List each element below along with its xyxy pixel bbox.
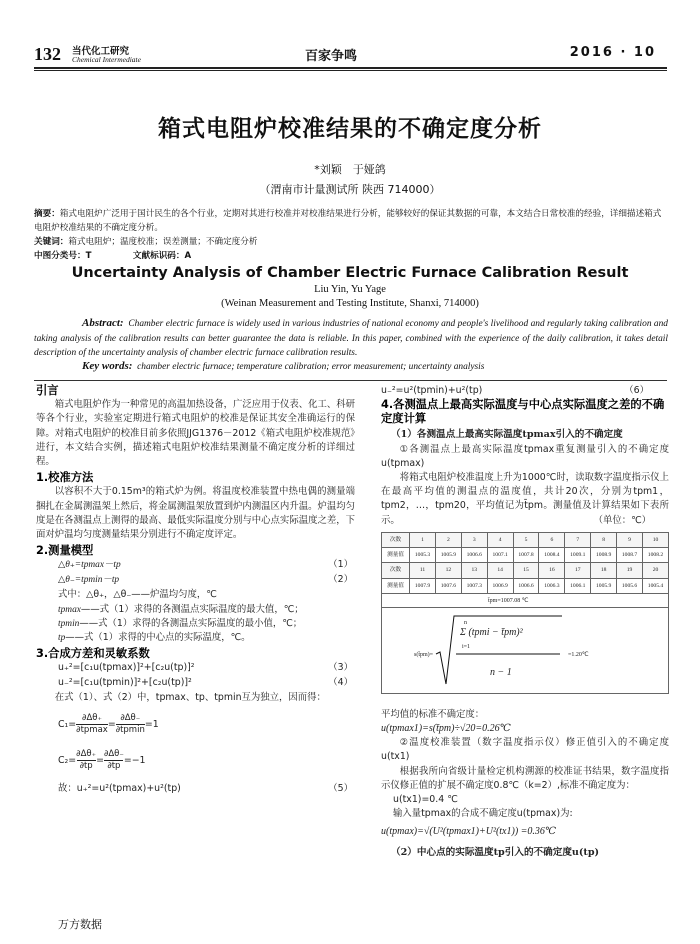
c1-fraction-2 <box>116 713 145 736</box>
left-column <box>36 384 355 798</box>
table-cell: 1006.6 <box>513 578 539 593</box>
eq1-row <box>58 558 355 573</box>
def-tpmin <box>36 617 355 631</box>
journal-name-en: Chemical Intermediate <box>72 55 141 64</box>
eq2-number: （2） <box>328 574 353 586</box>
s4-1-sub: ①各测温点上最高实际温度tpmax重复测量引入的不确定度u(tpmax) <box>381 443 669 469</box>
header-rule-thin <box>34 70 667 71</box>
table-cell: 1005.9 <box>591 578 617 593</box>
abstract-en-label: Abstract <box>82 317 120 329</box>
mean-unc-eq: u(tpmax1)=s(t̄pm)÷√20=0.26℃ <box>381 723 511 735</box>
table-cell: 1005.3 <box>410 548 436 563</box>
measurement-table <box>381 532 669 594</box>
eq3-row <box>58 661 355 676</box>
paper-title-cn: 箱式电阻炉校准结果的不确定度分析 <box>158 116 542 142</box>
table-cell: 2 <box>435 533 461 548</box>
clc-label: 中图分类号： <box>34 251 86 261</box>
table-cell: 1008.7 <box>617 548 643 563</box>
c1-result: =1 <box>144 718 159 730</box>
combined-eq: u(tpmax)=√(U²(tpmax1)+U²(tx1)) =0.36℃ <box>381 826 557 838</box>
c2-fraction-2 <box>104 749 124 772</box>
table-cell: 14 <box>487 563 513 578</box>
authors-en: Liu Yin, Yu Yage <box>314 284 386 295</box>
footer-watermark: 万方数据 <box>58 918 102 931</box>
page-number: 132 <box>34 44 61 64</box>
table-cell: 1008.2 <box>642 548 668 563</box>
table-value-row-2 <box>382 578 669 593</box>
c1-fraction-1 <box>76 713 108 736</box>
independence-text: 在式（1）、式（2）中，tpmax、tp、tpmin互为独立，因而得： <box>54 692 326 704</box>
table-cell: 16 <box>539 563 565 578</box>
sd-sum: Σ (tpmi − t̄pm)² <box>460 626 523 638</box>
table-cell: 1005.4 <box>642 578 668 593</box>
affiliation-cn: （渭南市计量测试所 陕西 714000） <box>259 183 441 196</box>
classification-line <box>34 249 668 263</box>
eq-where: 式中：△θ₊，△θ₋——炉温均匀度，℃ <box>58 589 217 601</box>
eq2-row <box>58 573 355 588</box>
eq6-number: （6） <box>624 385 649 396</box>
sd-sum-upper: n <box>464 619 467 626</box>
eq5: 故：u₊²=u²(tpmax)+u²(tp) <box>58 782 181 794</box>
table-row-label: 测量值 <box>382 578 410 593</box>
clc-value: T <box>85 251 92 261</box>
table-cell: 1008.4 <box>539 548 565 563</box>
table-cell: 1 <box>410 533 436 548</box>
c1-equation: C₁= ∂Δθ₊ ∂tpmax = ∂Δθ₋ ∂tpmin =1 <box>58 713 159 736</box>
table-cell: 7 <box>565 533 591 548</box>
section-title: 百家争鸣 <box>305 49 358 64</box>
issue-label: 2016 · 10 <box>569 45 656 60</box>
unit-note: （单位：℃） <box>593 514 651 526</box>
eq4-number: （4） <box>328 677 353 689</box>
table-cell: 3 <box>461 533 487 548</box>
s4-1-heading: （1）各测温点上最高实际温度tpmax引入的不确定度 <box>391 429 623 441</box>
table-row-label: 次数 <box>382 563 410 578</box>
sd-denominator: n − 1 <box>490 666 512 678</box>
eq5-number: （5） <box>328 782 353 794</box>
table-cell: 19 <box>617 563 643 578</box>
abstract-en: Abstract: Chamber electric furnace is widely used in various industries of national economy and people's livelihood and regularly taking calibration and taking analysis of the calibration results can better guarantee the data is reliable. In this paper, combined with the experience of the daily calibration, it takes detail description of the uncertainty analysis of chamber electric furnace calibration results. <box>34 317 668 358</box>
table-row-label: 次数 <box>382 533 410 548</box>
table-cell: 1005.9 <box>435 548 461 563</box>
c2-fraction-1 <box>76 749 96 772</box>
c1-frac2-den: ∂tpmin <box>115 725 145 736</box>
def-tpmax <box>36 603 355 617</box>
authors-cn: *刘颖 于娅鸽 <box>314 163 386 176</box>
doc-code-value: A <box>184 251 192 261</box>
c2-equation: C₂= $\frac{\partial\Delta\theta_+}{\partial tp}$ = $\frac{\partial\Delta\theta_-}{\partial tp}$ =−1 <box>58 749 146 772</box>
s4-heading: 4.各测温点上最高实际温度与中心点实际温度之差的不确定度计算 <box>381 398 665 426</box>
def-tpmax-symbol: tpmax <box>58 604 81 615</box>
header-rule <box>34 67 667 69</box>
keywords-cn-text: 箱式电阻炉；温度校准；误差测量；不确定度分析 <box>68 237 258 247</box>
table-cell: 1007.1 <box>487 548 513 563</box>
utx1-eq: u(tx1)=0.4 ℃ <box>393 794 458 806</box>
table-cell: 9 <box>617 533 643 548</box>
table-cell: 4 <box>487 533 513 548</box>
s3-heading: 3.合成方差和灵敏系数 <box>36 647 150 661</box>
eq5-row <box>58 782 355 798</box>
paper-title-en: Uncertainty Analysis of Chamber Electric Furnace Calibration Result <box>71 265 629 281</box>
intro-paragraph: 箱式电阻炉作为一种常见的高温加热设备，广泛应用于仪表、化工、科研等各个行业，实验室定期进行箱式电阻炉的校准是保证其安全准确运行的保障。对箱式电阻炉的校准目前多依照JJG1376－2012《箱式电阻炉校准规范》进行，本文结合实例，描述箱式电阻炉校准结果测量不确定度分析的详细过程。 <box>36 399 355 468</box>
keywords-cn <box>34 235 668 249</box>
eq6: u₋²=u²(tpmin)+u²(tp) <box>381 385 483 396</box>
table-cell: 6 <box>539 533 565 548</box>
affiliation-en: (Weinan Measurement and Testing Institute, Shanxi, 714000) <box>221 298 479 309</box>
right-column <box>381 384 669 860</box>
intro-heading: 引言 <box>36 384 59 397</box>
table-cell: 1005.6 <box>617 578 643 593</box>
eq6-row <box>381 384 669 398</box>
table-cell: 1006.9 <box>487 578 513 593</box>
table-cell: 10 <box>642 533 668 548</box>
c2-lhs: C₂= <box>58 754 77 766</box>
abstract-cn-label: 摘要： <box>34 209 60 219</box>
table-cell: 5 <box>513 533 539 548</box>
eq1-number: （1） <box>328 559 353 571</box>
def-tpmin-text: ——式（1）求得的各测温点实际温度的最小值，℃； <box>79 617 303 629</box>
table-cell: 1007.6 <box>435 578 461 593</box>
sd-result: =1.20℃ <box>568 651 589 658</box>
section-separator <box>34 380 667 381</box>
c1-frac2-num: ∂Δθ₋ <box>120 713 141 724</box>
def-tp-text: ——式（1）求得的中心点的实际温度，℃。 <box>65 632 251 644</box>
table-cell: 17 <box>565 563 591 578</box>
table-cell: 1009.1 <box>565 548 591 563</box>
table-mean: t̄pm=1007.08 ℃ <box>381 594 669 608</box>
journal-name-cn: 当代化工研究 <box>72 46 130 57</box>
table-cell: 20 <box>642 563 668 578</box>
abstract-cn-text: 箱式电阻炉广泛用于国计民生的各个行业，定期对其进行校准并对校准结果进行分析，能够较好的保证其数据的可靠，本文结合日常校准的经验，详细描述箱式电阻炉校准结果的不确定度分析。 <box>34 209 662 233</box>
doc-code-label: 文献标识码： <box>132 251 185 261</box>
table-cell: 15 <box>513 563 539 578</box>
c1-lhs: C₁= <box>58 718 77 730</box>
s4-2-heading: （2）中心点的实际温度tp引入的不确定度u(tp) <box>391 846 600 858</box>
s4-1-sub2: ②温度校准装置（数字温度指示仪）修正值引入的不确定度u(tx1) <box>381 737 669 763</box>
c2-frac2-num: ∂Δθ₋ <box>103 749 124 760</box>
sd-sum-lower: i=1 <box>462 643 471 650</box>
table-cell: 1008.9 <box>591 548 617 563</box>
sd-label: s(t̄pm)= <box>414 651 434 658</box>
table-cell: 11 <box>410 563 436 578</box>
table-cell: 1007.9 <box>410 578 436 593</box>
combined-label: 输入量tpmax的合成不确定度u(tpmax)为: <box>393 808 573 820</box>
eq3-number: （3） <box>328 662 353 674</box>
table-cell: 1007.3 <box>461 578 487 593</box>
c2-frac2-den: ∂tp <box>104 760 123 772</box>
keywords-en-text: chamber electric furnace; temperature calibration; error measurement; uncertainty analysis <box>137 362 485 372</box>
keywords-en: Key words: chamber electric furnace; temperature calibration; error measurement; uncertainty analysis <box>82 360 485 372</box>
table-cell: 1006.1 <box>565 578 591 593</box>
c2-frac1-num: ∂Δθ₊ <box>76 749 97 760</box>
table-cell: 12 <box>435 563 461 578</box>
keywords-cn-label: 关键词： <box>34 237 69 247</box>
table-cell: 18 <box>591 563 617 578</box>
eq1: △θ₊=tpmax－tp <box>58 560 121 571</box>
table-count-row-1 <box>382 533 669 548</box>
s4-1-text: 将箱式电阻炉校准温度上升为1000℃时，读取数字温度指示仪上在最高平均值的测温点的温度值，共计20次，分别为tpm1，tpm2，…，tpm20，平均值记为t̄pm。测量值及计算结果如下表所示。 <box>381 472 669 526</box>
table-count-row-2 <box>382 563 669 578</box>
table-sd-cell <box>381 608 669 694</box>
s2-heading: 2.测量模型 <box>36 544 94 558</box>
table-value-row-1 <box>382 548 669 563</box>
eq3: u₊²=[c₁u(tpmax)]²+[c₂u(tp)]² <box>58 662 195 674</box>
eq2: △θ₋=tpmin－tp <box>58 575 120 586</box>
table-cell: 1007.8 <box>513 548 539 563</box>
def-tp-symbol: tp <box>58 633 66 644</box>
c1-frac1-den: ∂tpmax <box>76 725 108 736</box>
abstract-en-text: Chamber electric furnace is widely used in various industries of national economy and people's livelihood and regularly taking calibration and taking analysis of the calibration results can better guarantee the data is reliable. In this paper, combined with the experience of the daily calibration, it takes detail description of the uncertainty analysis of chamber electric furnace calibration results. <box>34 319 668 358</box>
def-tpmin-symbol: tpmin <box>58 618 80 629</box>
def-tpmax-text: ——式（1）求得的各测温点实际温度的最大值，℃； <box>80 603 304 615</box>
keywords-en-label: Key words <box>82 360 129 372</box>
mean-unc-label: 平均值的标准不确定度： <box>381 708 485 720</box>
eq4-row <box>58 676 355 691</box>
abstract-cn <box>34 207 668 235</box>
table-cell: 13 <box>461 563 487 578</box>
eq4: u₋²=[c₁u(tpmin)]²+[c₂u(tp)]² <box>58 677 192 689</box>
table-cell: 1006.6 <box>461 548 487 563</box>
s4-1-text2: 根据我所向省级计量检定机构溯源的校准证书结果，数字温度指示仪修正值的扩展不确定度0.8℃（k=2）,标准不确定度为： <box>381 765 669 791</box>
c2-result: =−1 <box>123 754 146 766</box>
table-cell: 1006.3 <box>539 578 565 593</box>
table-row-label: 测量值 <box>382 548 410 563</box>
c1-frac1-num: ∂Δθ₊ <box>82 713 102 724</box>
table-cell: 8 <box>591 533 617 548</box>
s1-paragraph: 以容积不大于0.15m³的箱式炉为例。将温度校准装置中热电偶的测量端捆扎在金属测温架上然后，将金属测温架放置到炉内测温区内升温。炉温均匀度是在各测温点上测得的最高、最低实际温度分别与中心点实际温度之差，下面对炉温均匀度测量结果分别进行不确定度评定。 <box>36 486 355 541</box>
s1-heading: 1.校准方法 <box>36 471 94 485</box>
def-tp <box>36 631 355 645</box>
c2-frac1-den: ∂tp <box>77 760 96 772</box>
